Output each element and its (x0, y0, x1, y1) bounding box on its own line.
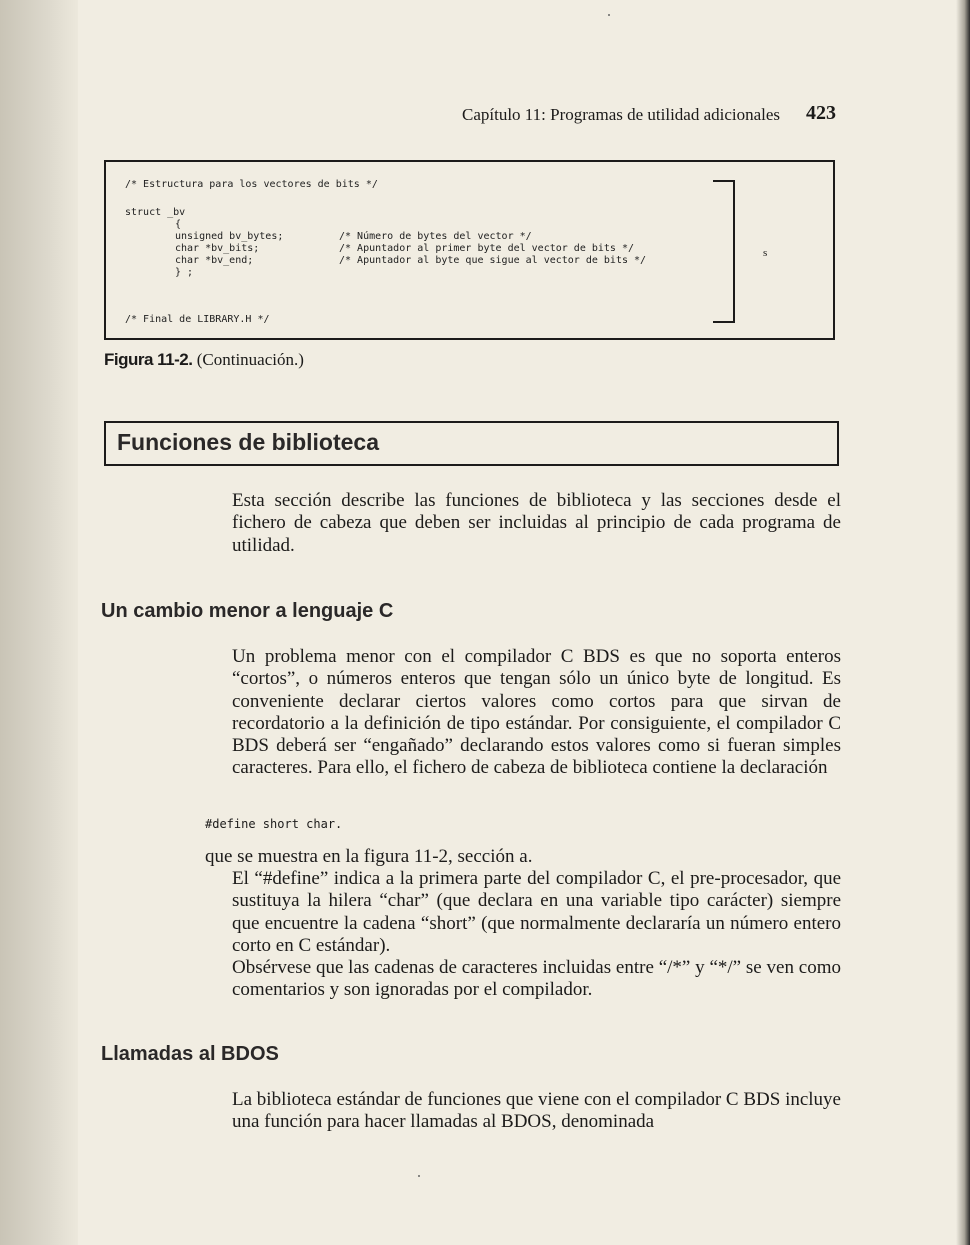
figure-caption-text: (Continuación.) (196, 350, 304, 369)
page-gutter-right (956, 0, 970, 1245)
code-comment-bytes: /* Número de bytes del vector */ (339, 231, 532, 242)
code-field-bits: char *bv_bits; (175, 243, 260, 254)
paragraph-bdos-calls-text: La biblioteca estándar de funciones que viene con el compilador C BDS incluye una función para hacer llamadas al BDOS, denominada (232, 1089, 841, 1133)
page-gutter-left (0, 0, 78, 1245)
section-bracket (713, 180, 735, 323)
code-comment-footer: /* Final de LIBRARY.H */ (125, 314, 270, 325)
figure-caption-label: Figura 11-2. (104, 350, 193, 369)
code-field-end: char *bv_end; (175, 255, 254, 266)
paragraph-figure-ref-text: que se muestra en la figura 11-2, sección a. (205, 846, 533, 867)
running-header: Capítulo 11: Programas de utilidad adicionales (462, 105, 781, 124)
section-intro-text: Esta sección describe las funciones de biblioteca y las secciones desde el fichero de cabeza que deben ser incluidas al principio de cada programa de utilidad. (232, 490, 841, 556)
code-comment-header: /* Estructura para los vectores de bits */ (125, 179, 378, 190)
code-close-brace: } ; (175, 267, 194, 278)
page-number: 423 (806, 102, 836, 124)
code-field-bytes: unsigned bv_bytes; (175, 231, 284, 242)
code-open-brace: { (175, 219, 182, 230)
paragraph-comments (205, 957, 841, 1002)
section-title: Funciones de biblioteca (117, 429, 379, 455)
code-struct-line: struct _bv (125, 207, 186, 218)
speck-mark (608, 14, 610, 16)
bracket-label: s (763, 247, 768, 259)
code-comment-bits: /* Apuntador al primer byte del vector de bits */ (339, 243, 635, 254)
paragraph-define-explained (205, 868, 841, 957)
subsection-heading-bdos: Llamadas al BDOS (101, 1043, 279, 1065)
section-intro-paragraph (205, 490, 841, 557)
define-code-line: #define short char. (205, 817, 343, 831)
subsection-heading-c-change: Un cambio menor a lenguaje C (101, 600, 394, 622)
paragraph-comments-text: Obsérvese que las cadenas de caracteres incluidas entre “/*” y “*/” se ven como comentarios y son ignoradas por el compilador. (232, 957, 841, 1001)
paragraph-short-integers (205, 646, 841, 780)
paragraph-bdos-calls (205, 1089, 841, 1134)
paragraph-figure-ref (205, 846, 841, 868)
paragraph-define-explained-text: El “#define” indica a la primera parte del compilador C, el pre-procesador, que sustituya la hilera “char” (que declara en una variable tipo carácter) siempre que encuentre la cadena “short” (que normalmente declararía un número entero corto en C estándar). (232, 868, 841, 956)
speck-mark (418, 1175, 420, 1177)
figure-caption (104, 350, 304, 370)
code-comment-end: /* Apuntador al byte que sigue al vector de bits */ (339, 255, 647, 266)
paragraph-short-integers-text: Un problema menor con el compilador C BDS es que no soporta enteros “cortos”, o números enteros que tengan sólo un único byte de longitud. Es conveniente declarar ciertos valores como cortos para que sirvan de recordatorio a la definición de tipo estándar. Por consiguiente, el compilador C BDS deberá ser “engañado” declarando estos valores como si fueran simples caracteres. Para ello, el fichero de cabeza de biblioteca contiene la declaración (232, 646, 841, 779)
